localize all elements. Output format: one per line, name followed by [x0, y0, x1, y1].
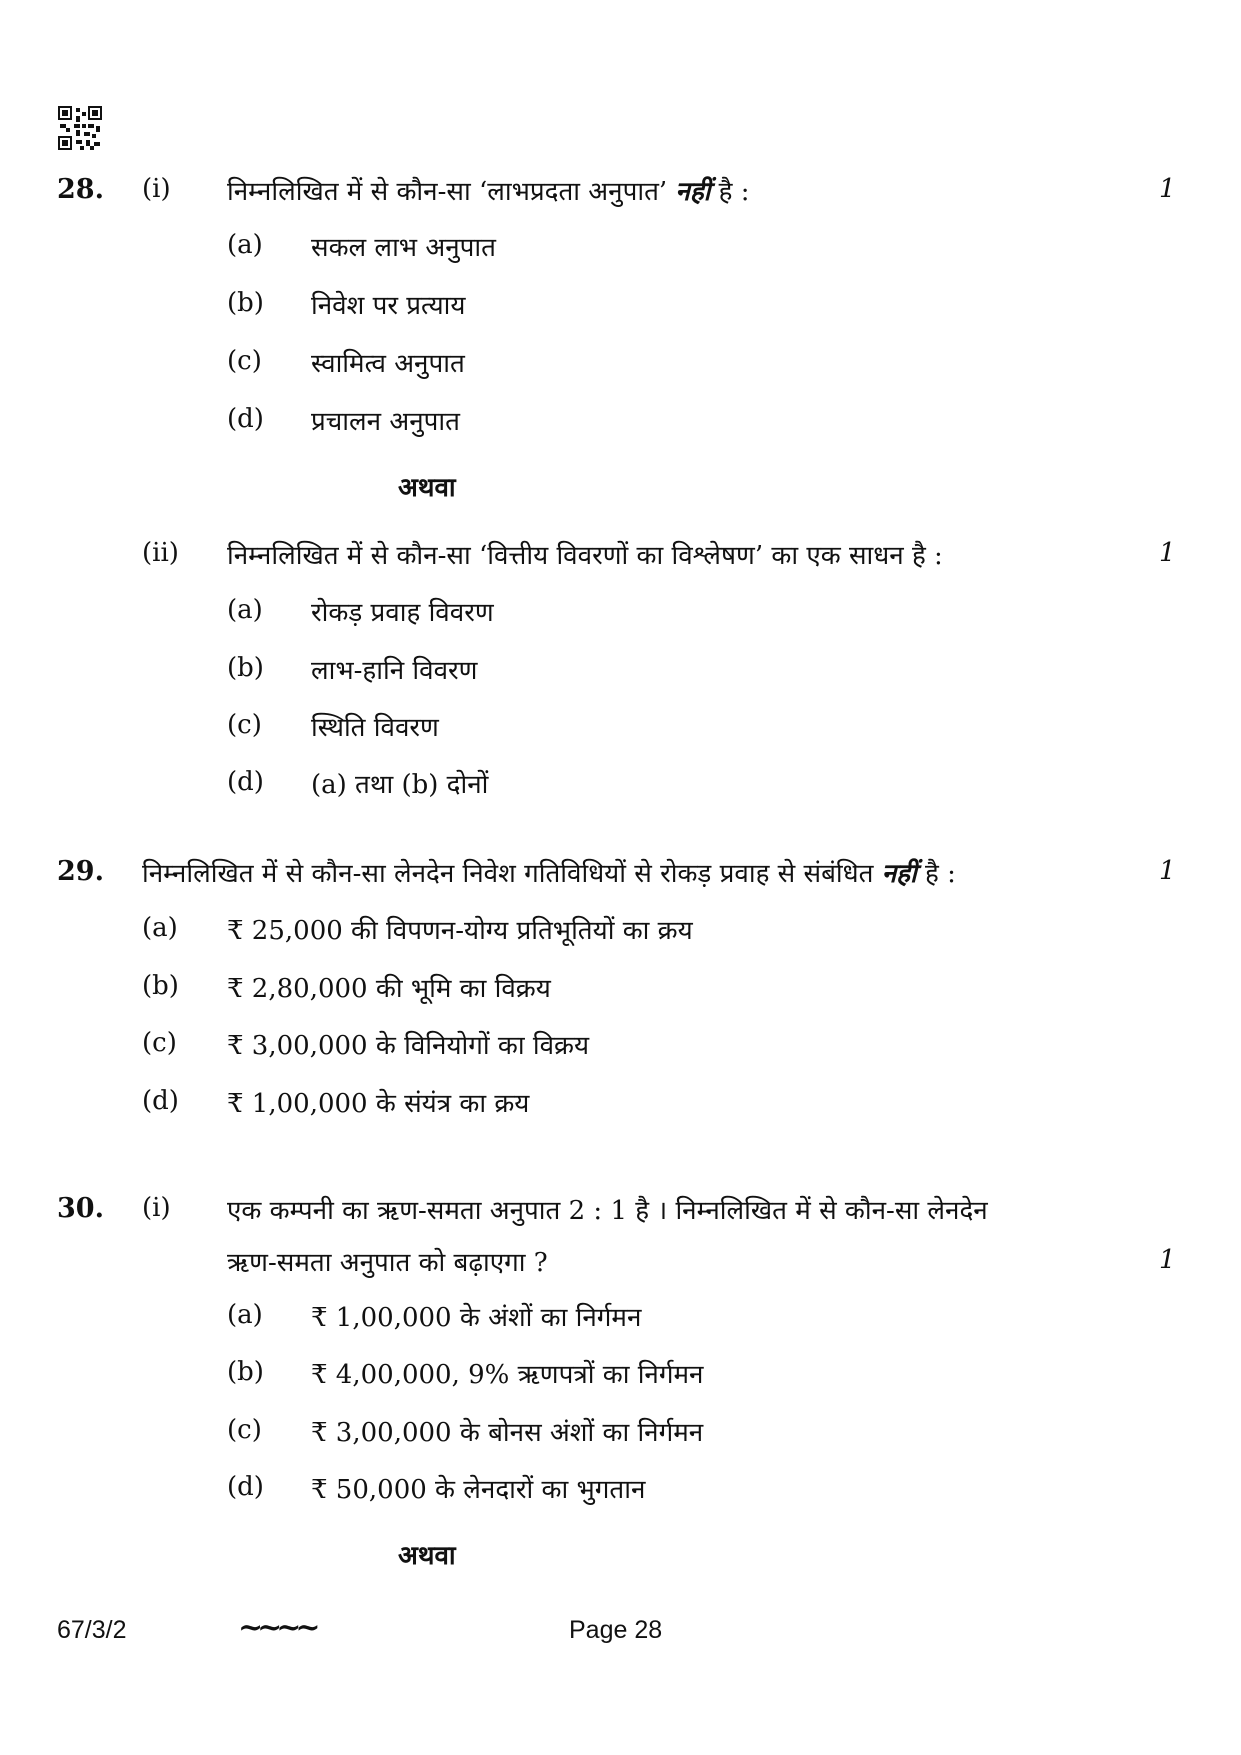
qr-code-icon [58, 106, 102, 150]
q30-option-text: ₹ 1,00,000 के अंशों का निर्गमन [311, 1303, 642, 1333]
q30-part-i-stem-line1: एक कम्पनी का ऋण-समता अनुपात 2 : 1 है । निम्नलिखित में से कौन-सा लेनदेन [227, 1196, 988, 1226]
q28-ii-option-label: (b) [227, 653, 264, 683]
q28-part-i-label: (i) [142, 174, 171, 204]
q30-option-label: (a) [227, 1300, 263, 1330]
q29-option-label: (c) [142, 1028, 177, 1058]
q29-option-text: ₹ 1,00,000 के संयंत्र का क्रय [227, 1089, 530, 1119]
question-number-29: 29. [57, 856, 104, 887]
question-number-30: 30. [57, 1193, 104, 1224]
q29-option-text: ₹ 25,000 की विपणन-योग्य प्रतिभूतियों का क्रय [227, 916, 693, 946]
q28-i-option-text: प्रचालन अनुपात [311, 407, 460, 437]
q29-stem-emphasis: नहीं [881, 859, 917, 889]
q29-option-label: (d) [142, 1086, 179, 1116]
q29-option-label: (b) [142, 971, 179, 1001]
q29-stem-end: है : [925, 859, 956, 889]
q28-i-option-text: निवेश पर प्रत्याय [311, 291, 466, 321]
q30-part-i-stem-line2: ऋण-समता अनुपात को बढ़ाएगा ? [227, 1248, 548, 1278]
q28-part-i-stem-end: है : [718, 177, 750, 207]
q30-part-i-label: (i) [142, 1193, 171, 1223]
q28-ii-option-text: लाभ-हानि विवरण [311, 656, 478, 686]
q28-i-option-label: (d) [227, 404, 264, 434]
footer-ornament: ~~~~ [238, 1610, 315, 1645]
q30-or-divider: अथवा [398, 1541, 456, 1571]
q30-option-label: (b) [227, 1357, 264, 1387]
q28-i-option-text: सकल लाभ अनुपात [311, 233, 496, 263]
page-number: Page 28 [569, 1616, 663, 1644]
q29-option-text: ₹ 2,80,000 की भूमि का विक्रय [227, 974, 551, 1004]
q28-part-ii-stem: निम्नलिखित में से कौन-सा ‘वित्तीय विवरणों का विश्लेषण’ का एक साधन है : [227, 541, 943, 571]
q28-ii-option-label: (c) [227, 710, 262, 740]
q28-part-i-stem-emphasis: नहीं [675, 177, 711, 207]
q28-or-divider: अथवा [398, 473, 456, 503]
q28-i-option-label: (a) [227, 230, 263, 260]
q28-part-i-marks: 1 [1159, 174, 1176, 204]
q30-option-label: (c) [227, 1415, 262, 1445]
question-number-28: 28. [57, 174, 104, 205]
q29-option-label: (a) [142, 913, 178, 943]
q29-stem-text: निम्नलिखित में से कौन-सा लेनदेन निवेश गतिविधियों से रोकड़ प्रवाह से संबंधित [142, 859, 874, 889]
q28-ii-option-label: (d) [227, 767, 264, 797]
q28-i-option-text: स्वामित्व अनुपात [311, 349, 465, 379]
q28-ii-option-text: स्थिति विवरण [311, 713, 439, 743]
q29-marks: 1 [1159, 856, 1176, 886]
q28-ii-option-text: (a) तथा (b) दोनों [311, 770, 489, 800]
q30-option-text: ₹ 4,00,000, 9% ऋणपत्रों का निर्गमन [311, 1360, 704, 1390]
q28-i-option-label: (b) [227, 288, 264, 318]
q28-part-ii-label: (ii) [142, 538, 179, 568]
q30-option-label: (d) [227, 1472, 264, 1502]
q29-option-text: ₹ 3,00,000 के विनियोगों का विक्रय [227, 1031, 590, 1061]
q28-ii-option-text: रोकड़ प्रवाह विवरण [311, 598, 494, 628]
paper-code: 67/3/2 [57, 1616, 127, 1644]
q28-i-option-label: (c) [227, 346, 262, 376]
q29-stem [142, 854, 956, 890]
q30-option-text: ₹ 50,000 के लेनदारों का भुगतान [311, 1475, 646, 1505]
q28-part-ii-marks: 1 [1159, 538, 1176, 568]
q28-part-i-stem [227, 172, 750, 208]
q30-option-text: ₹ 3,00,000 के बोनस अंशों का निर्गमन [311, 1418, 704, 1448]
q30-part-i-marks: 1 [1159, 1245, 1176, 1275]
q28-ii-option-label: (a) [227, 595, 263, 625]
q28-part-i-stem-text: निम्नलिखित में से कौन-सा ‘लाभप्रदता अनुपात’ [227, 177, 668, 207]
